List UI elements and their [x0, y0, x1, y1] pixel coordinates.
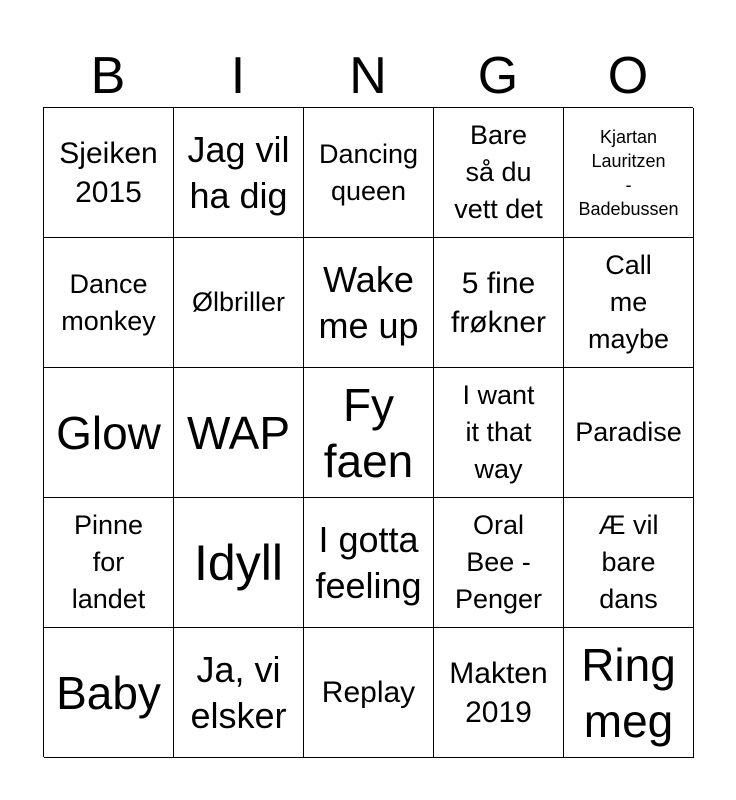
bingo-cell[interactable] — [44, 368, 174, 498]
header-letter-b: B — [90, 47, 126, 105]
bingo-cell-text: Ja, vi elsker — [190, 648, 287, 736]
bingo-cell-text: Baby — [56, 666, 161, 719]
bingo-cell[interactable] — [174, 368, 304, 498]
bingo-cell[interactable] — [434, 498, 564, 628]
bingo-cell[interactable] — [174, 498, 304, 628]
bingo-cell[interactable] — [564, 628, 694, 758]
bingo-cell[interactable] — [564, 368, 694, 498]
bingo-cell[interactable] — [174, 628, 304, 758]
bingo-cell[interactable] — [564, 238, 694, 368]
bingo-cell[interactable] — [174, 238, 304, 368]
bingo-header — [43, 44, 693, 108]
bingo-cell[interactable] — [174, 108, 304, 238]
bingo-cell-text: Bare så du vett det — [454, 120, 543, 224]
bingo-cell[interactable] — [44, 238, 174, 368]
bingo-cell-text: WAP — [186, 406, 291, 459]
bingo-cell-text: Dance monkey — [61, 268, 156, 336]
bingo-cell-text: Jag vil ha dig — [187, 128, 290, 216]
header-letter-g: G — [477, 47, 519, 105]
bingo-cell[interactable] — [434, 108, 564, 238]
bingo-cell-text: 5 fine frøkner — [450, 266, 546, 339]
header-letter-n: N — [349, 47, 387, 105]
bingo-grid — [43, 107, 693, 757]
bingo-cell-text: Oral Bee - Penger — [454, 510, 543, 614]
bingo-cell-text: Kjartan Lauritzen - Badebussen — [578, 126, 679, 219]
bingo-cell[interactable] — [434, 238, 564, 368]
bingo-cell-text: Ølbriller — [191, 287, 285, 317]
bingo-cell-text: Sjeiken 2015 — [59, 136, 158, 209]
bingo-cell[interactable] — [304, 108, 434, 238]
bingo-cell-text: I gotta feeling — [315, 518, 422, 606]
bingo-cell[interactable] — [564, 108, 694, 238]
bingo-cell[interactable] — [44, 108, 174, 238]
bingo-cell[interactable] — [304, 238, 434, 368]
bingo-cell[interactable] — [434, 628, 564, 758]
bingo-cell-text: Pinne for landet — [71, 510, 146, 614]
bingo-cell[interactable] — [304, 498, 434, 628]
bingo-cell-text: Æ vil bare dans — [598, 510, 659, 614]
bingo-cell-text: Dancing queen — [318, 138, 419, 206]
bingo-cell-text: Wake me up — [318, 258, 419, 346]
bingo-cell-text: Ring meg — [581, 638, 676, 747]
bingo-cell[interactable] — [304, 628, 434, 758]
bingo-cell[interactable] — [44, 628, 174, 758]
bingo-cell[interactable] — [44, 498, 174, 628]
header-letter-i: I — [230, 47, 246, 105]
bingo-cell-text: Idyll — [194, 534, 283, 591]
bingo-cell-text: Replay — [321, 676, 416, 709]
bingo-cell[interactable] — [564, 498, 694, 628]
bingo-cell-text: Glow — [56, 406, 161, 459]
header-letter-o: O — [607, 47, 649, 105]
bingo-cell[interactable] — [434, 368, 564, 498]
bingo-cell[interactable] — [304, 368, 434, 498]
bingo-cell-text: Paradise — [575, 417, 682, 447]
bingo-cell-text: Call me maybe — [587, 250, 670, 354]
bingo-cell-text: Makten 2019 — [449, 656, 548, 729]
bingo-cell-text: I want it that way — [462, 380, 535, 484]
bingo-cell-text: Fy faen — [323, 378, 414, 487]
